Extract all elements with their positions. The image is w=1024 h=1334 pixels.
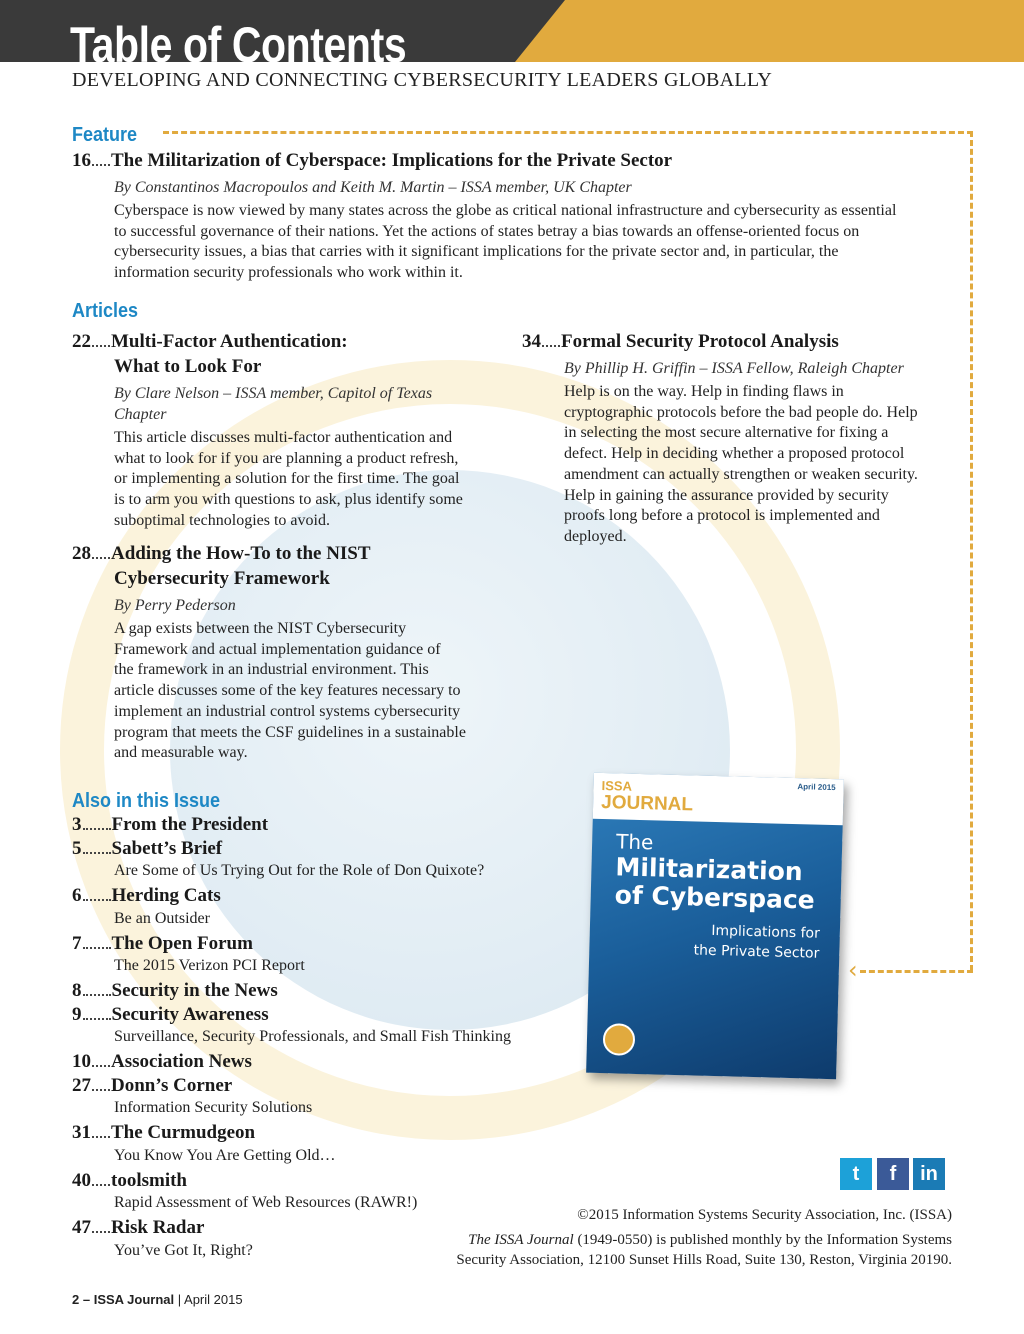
leader-dots [92, 331, 110, 347]
feature-body-line: Cyberspace is now viewed by many states across the globe as critical national infrastructure and cybersecurity as essential [114, 202, 897, 219]
leader-dots [83, 838, 111, 854]
copyright-line: Security Association, 12100 Sunset Hills Road, Suite 130, Reston, Virginia 20190. [456, 1252, 952, 1268]
also-item-subtitle: Are Some of Us Trying Out for the Role of Don Quixote? [114, 862, 485, 880]
leader-dots [83, 933, 111, 949]
also-item-subtitle: You’ve Got It, Right? [114, 1241, 253, 1259]
also-item[interactable] [72, 812, 268, 837]
article-body [114, 428, 463, 532]
feature-entry[interactable] [72, 148, 672, 173]
also-item[interactable] [72, 883, 221, 908]
also-item[interactable] [72, 931, 253, 956]
copyright-line: ©2015 Information Systems Security Association, Inc. (ISSA) [577, 1207, 952, 1223]
leader-dots [92, 1217, 110, 1233]
also-item-title: Donn’s Corner [111, 1074, 233, 1096]
also-item-title: Risk Radar [111, 1216, 205, 1238]
page-number: 5 [72, 837, 82, 859]
arrow-left-icon: ‹ [848, 956, 858, 984]
article-title: Formal Security Protocol Analysis [561, 331, 839, 352]
article-entry[interactable] [72, 541, 492, 591]
also-item[interactable] [72, 1049, 252, 1074]
feature-byline: By Constantinos Macropoulos and Keith M. Martin – ISSA member, UK Chapter [114, 179, 632, 196]
leader-dots [83, 1004, 111, 1020]
cover-subtitle-line: Implications for [711, 922, 821, 942]
cover-title: The [615, 829, 654, 855]
cover-subtitle [669, 920, 820, 964]
also-item-subtitle: You Know You Are Getting Old… [114, 1146, 336, 1164]
article-entry[interactable] [72, 329, 492, 379]
leader-dots [92, 1051, 110, 1067]
article-title: Adding the How-To to the NIST [111, 543, 371, 564]
also-item[interactable] [72, 1120, 255, 1145]
also-item[interactable] [72, 1168, 187, 1193]
body-line: Help is on the way. Help in finding flaws in [564, 383, 844, 400]
also-item-title: The Curmudgeon [111, 1122, 256, 1144]
copyright-line [456, 1230, 952, 1250]
journal-cover-image [586, 773, 844, 1079]
dashed-frame-top [163, 131, 973, 134]
article-title: Multi-Factor Authentication: [111, 331, 348, 352]
also-item-subtitle: The 2015 Verizon PCI Report [114, 957, 305, 975]
article-body [114, 619, 466, 764]
body-line: and measurable way. [114, 744, 248, 762]
body-line: This article discusses multi-factor authentication and [114, 429, 453, 446]
body-line: program that meets the CSF guidelines in a sustainable [114, 723, 466, 741]
cover-title-line: of Cyberspace [614, 880, 816, 915]
dashed-frame-bottom [860, 970, 973, 973]
section-heading-feature: Feature [72, 124, 138, 146]
also-item[interactable] [72, 1215, 204, 1240]
page-number: 28 [72, 543, 91, 564]
also-item-title: Sabett’s Brief [111, 837, 223, 859]
body-line: defect. Help in deciding whether a proposed protocol [564, 445, 905, 463]
body-line: amendment can actually strengthen or weaken security. [564, 465, 918, 483]
page-number: 10 [72, 1051, 91, 1072]
page-number: 34 [522, 331, 541, 352]
leader-dots [92, 150, 110, 166]
linkedin-icon[interactable]: in [913, 1158, 945, 1190]
body-line: in selecting the most secure alternative for fixing a [564, 424, 889, 442]
article-entry[interactable] [522, 329, 839, 354]
body-line: proofs long before a protocol is implemented and [564, 507, 880, 525]
leader-dots [83, 980, 111, 996]
page-number: 7 [72, 932, 82, 954]
also-item-title: From the President [111, 814, 269, 835]
also-item[interactable] [72, 978, 278, 1003]
body-line: cryptographic protocols before the bad people do. Help [564, 403, 918, 421]
body-line: suboptimal technologies to avoid. [114, 511, 330, 529]
footer-issue: April 2015 [184, 1292, 243, 1307]
leader-dots [83, 885, 111, 901]
feature-title: The Militarization of Cyberspace: Implications for the Private Sector [111, 150, 673, 171]
body-line: article discusses some of the key features necessary to [114, 682, 461, 700]
body-line: or implementing a solution for the first time. The goal [114, 470, 460, 488]
feature-body [114, 201, 964, 284]
body-line: what to look for if you are planning a product refresh, [114, 449, 459, 467]
section-heading-articles: Articles [72, 300, 139, 322]
article-byline: By Perry Pederson [114, 597, 236, 614]
page-number: 3 [72, 814, 82, 835]
page-number: 22 [72, 331, 91, 352]
body-line: A gap exists between the NIST Cybersecurity [114, 620, 407, 637]
leader-dots [92, 1170, 110, 1186]
body-line: Framework and actual implementation guidance of [114, 640, 441, 658]
cover-title-line: Militarization [615, 852, 804, 887]
page-title: Table of Contents [70, 17, 407, 73]
journal-name: The ISSA Journal [468, 1232, 574, 1248]
also-item-subtitle: Rapid Assessment of Web Resources (RAWR!) [114, 1194, 418, 1212]
cover-subtitle-line: the Private Sector [693, 942, 820, 962]
article-title: Cybersecurity Framework [114, 568, 330, 589]
also-item[interactable] [72, 1002, 269, 1027]
also-item-title: toolsmith [111, 1169, 187, 1191]
body-line: deployed. [564, 527, 627, 545]
logo-text: JOURNAL [600, 791, 694, 816]
issa-logo [600, 777, 694, 816]
also-item-subtitle: Surveillance, Security Professionals, and Small Fish Thinking [114, 1028, 511, 1046]
dashed-frame-right [970, 131, 973, 971]
copyright-text: (1949-0550) is published monthly by the Information Systems [573, 1232, 952, 1248]
also-item-title: Association News [111, 1051, 252, 1072]
feature-body-line: cybersecurity issues, a bias that carries with it significant implications for the private sector and, in particular, the [114, 243, 839, 261]
article-title: What to Look For [114, 356, 262, 377]
body-line: is to arm you with questions to ask, plus identify some [114, 491, 463, 509]
facebook-icon[interactable]: f [877, 1158, 909, 1190]
page-number: 16 [72, 150, 91, 171]
page-number: 27 [72, 1074, 91, 1096]
article-byline: By Phillip H. Griffin – ISSA Fellow, Raleigh Chapter [564, 360, 904, 377]
copyright-block [456, 1205, 952, 1270]
page-number: 47 [72, 1216, 91, 1238]
also-item-subtitle: Be an Outsider [114, 909, 210, 927]
body-line: Help in gaining the assurance provided by security [564, 486, 889, 504]
body-line: the framework in an industrial environment. This [114, 661, 429, 679]
also-item[interactable] [72, 836, 222, 861]
leader-dots [92, 543, 110, 559]
feature-body-line: to successful governance of their nations. Yet the actions of states betray a bias towards an offense-oriented focus on [114, 222, 860, 240]
section-heading-also: Also in this Issue [72, 790, 221, 812]
logo-text: ISSA [601, 777, 633, 794]
cover-title [614, 853, 815, 914]
also-item-title: Herding Cats [111, 885, 221, 907]
twitter-icon[interactable]: t [840, 1158, 872, 1190]
byline-line: Chapter [114, 406, 167, 423]
body-line: implement an industrial control systems cybersecurity [114, 702, 461, 720]
page-number: 9 [72, 1003, 82, 1025]
page-number: 8 [72, 979, 82, 1001]
anniversary-seal-icon [603, 1023, 636, 1056]
page-number: 31 [72, 1122, 91, 1144]
article-byline [114, 383, 494, 425]
byline-line: By Clare Nelson – ISSA member, Capitol of Texas [114, 385, 433, 402]
leader-dots [542, 331, 560, 347]
also-item-subtitle: Information Security Solutions [114, 1099, 313, 1117]
page-number: 6 [72, 885, 82, 907]
leader-dots [92, 1122, 110, 1138]
page-footer [72, 1292, 243, 1307]
also-item-title: Security in the News [111, 979, 278, 1001]
leader-dots [92, 1075, 110, 1091]
footer-separator: – [79, 1292, 94, 1307]
page-number: 40 [72, 1169, 91, 1191]
footer-journal: ISSA Journal [93, 1292, 175, 1307]
article-body [564, 382, 918, 548]
tagline: DEVELOPING AND CONNECTING CYBERSECURITY LEADERS GLOBALLY [72, 69, 773, 91]
also-item-title: Security Awareness [111, 1003, 269, 1025]
also-item-title: The Open Forum [111, 932, 253, 954]
leader-dots [83, 814, 111, 830]
cover-date: April 2015 [797, 782, 836, 793]
footer-bar: | [174, 1292, 185, 1307]
footer-page-number: 2 [72, 1292, 80, 1307]
also-item[interactable] [72, 1073, 232, 1098]
feature-body-line: information security professionals who work within it. [114, 264, 463, 282]
